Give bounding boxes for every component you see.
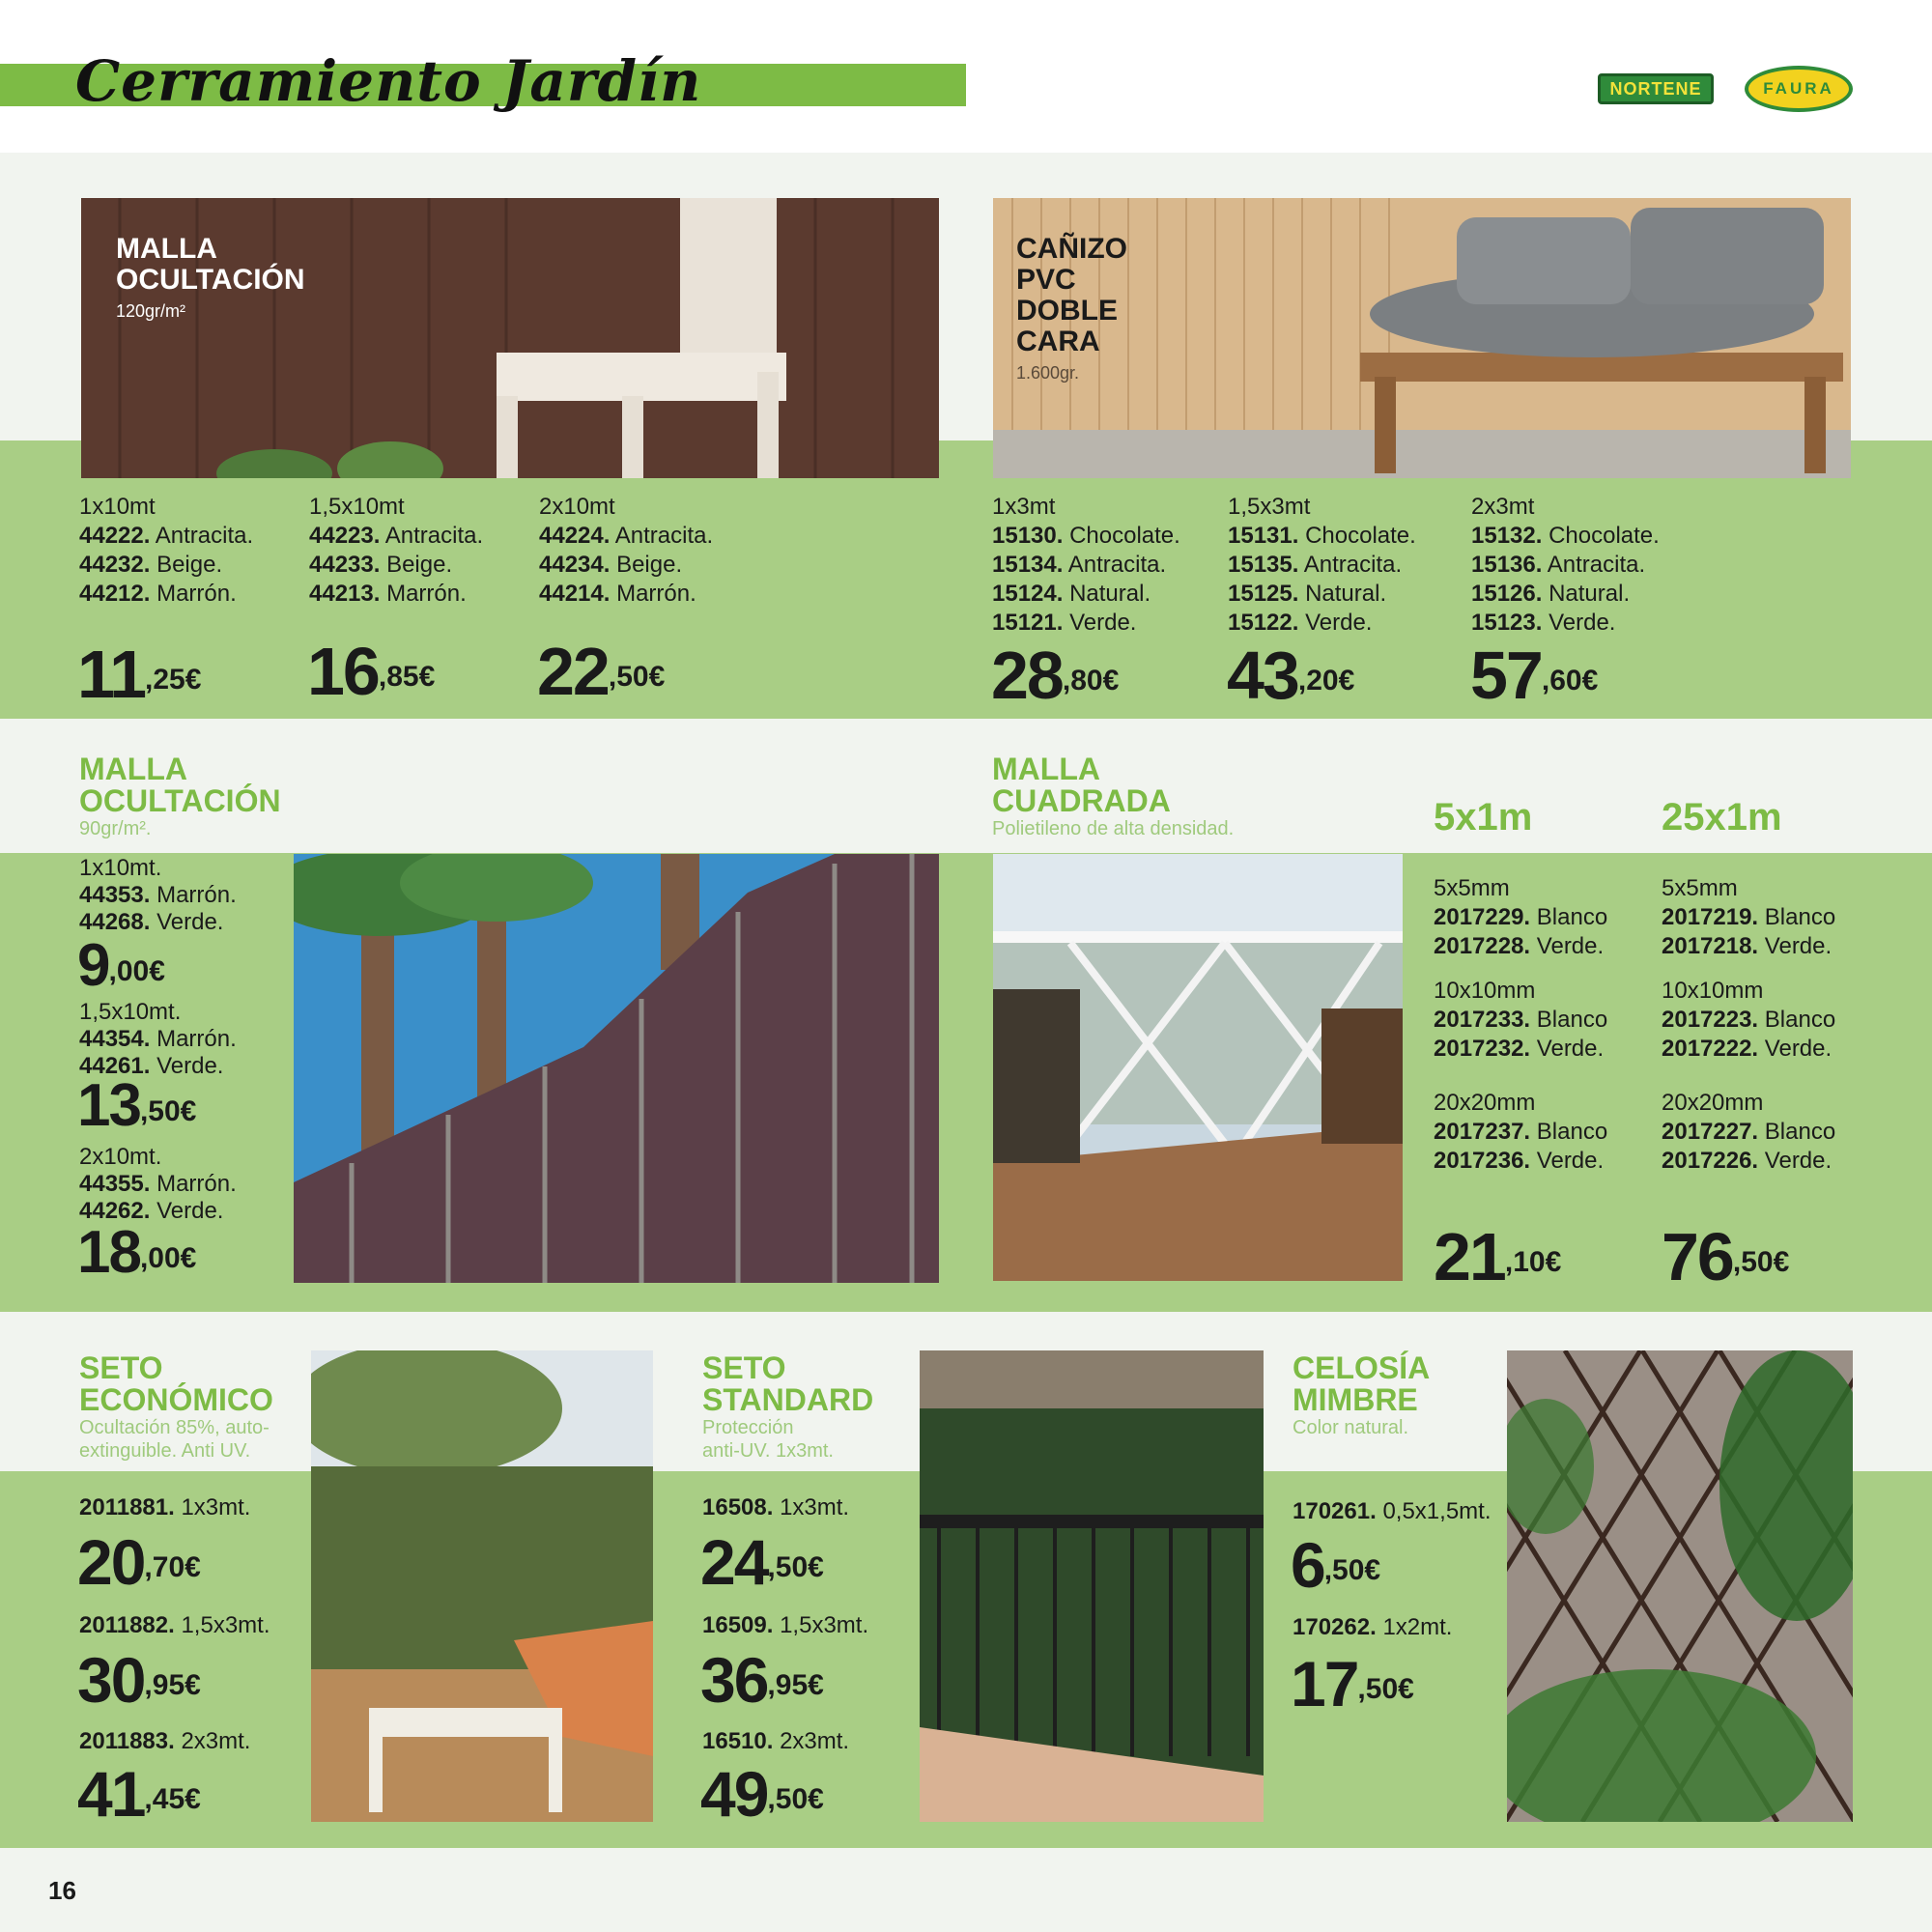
variant-line: 44224. Antracita. xyxy=(539,523,714,549)
variant-line: 44214. Marrón. xyxy=(539,581,696,607)
malla-90-name1: MALLA xyxy=(79,752,187,786)
size-label: 10x10mm xyxy=(1662,978,1764,1004)
canizo-name3: DOBLE xyxy=(1016,295,1118,327)
seto-std-name1: SETO xyxy=(702,1350,786,1385)
variant-line: 15122. Verde. xyxy=(1228,610,1373,636)
malla-90-spec: 90gr/m². xyxy=(79,818,152,839)
variant-line: 44213. Marrón. xyxy=(309,581,467,607)
hedge-photo-icon xyxy=(311,1350,653,1822)
canizo-name2: PVC xyxy=(1016,264,1076,296)
celosia-item: 170261. 0,5x1,5mt. xyxy=(1293,1498,1492,1524)
variant-line: 2017237. Blanco xyxy=(1434,1119,1608,1145)
band-row2 xyxy=(0,853,1932,1312)
price: $49^{,50€}$ xyxy=(700,1758,824,1830)
price: $9^{,00€}$ xyxy=(77,932,165,999)
variant-line: 2017233. Blanco xyxy=(1434,1007,1608,1033)
size-label: 5x5mm xyxy=(1662,875,1738,901)
canizo-col-2 xyxy=(1228,493,1416,638)
variant-line: 44234. Beige. xyxy=(539,552,683,578)
price: $36^{,95€}$ xyxy=(700,1644,824,1716)
malla-120-name2: OCULTACIÓN xyxy=(116,264,305,296)
variant-line: 15136. Antracita. xyxy=(1471,552,1646,578)
malla-90-title xyxy=(79,753,281,840)
seto-eco-item: 2011881. 1x3mt. xyxy=(79,1494,251,1520)
variant-line: 2017223. Blanco xyxy=(1662,1007,1836,1033)
variant-line: 44353. Marrón. xyxy=(79,882,237,908)
variant-line: 15130. Chocolate. xyxy=(992,523,1180,549)
celosia-name2: MIMBRE xyxy=(1293,1382,1418,1417)
variant-line: 15134. Antracita. xyxy=(992,552,1167,578)
variant-line: 44212. Marrón. xyxy=(79,581,237,607)
cuadrada-spec: Polietileno de alta densidad. xyxy=(992,818,1235,839)
variant-line: 44262. Verde. xyxy=(79,1198,224,1224)
fence-photo-icon xyxy=(294,854,939,1283)
seto-eco-item: 2011882. 1,5x3mt. xyxy=(79,1612,270,1638)
faura-logo: FAURA xyxy=(1745,66,1853,112)
price: $16^{,85€}$ xyxy=(307,634,436,709)
size-label: 20x20mm xyxy=(1662,1090,1764,1116)
malla-90-group-2 xyxy=(79,999,237,1080)
variant-line: 44354. Marrón. xyxy=(79,1026,237,1052)
seto-eco-item: 2011883. 2x3mt. xyxy=(79,1728,251,1754)
canizo-col-1 xyxy=(992,493,1180,638)
cuadrada-name2: CUADRADA xyxy=(992,783,1171,818)
variant-line: 44232. Beige. xyxy=(79,552,223,578)
size-label: 1x10mt. xyxy=(79,855,162,881)
canizo-name4: CARA xyxy=(1016,326,1100,357)
malla-120-col-3 xyxy=(539,493,713,609)
seto-eco-name2: ECONÓMICO xyxy=(79,1382,273,1417)
cuadrada-col-1 xyxy=(1434,874,1607,1176)
cuadrada-title xyxy=(992,753,1234,840)
price: $41^{,45€}$ xyxy=(77,1758,201,1830)
size-label: 2x10mt xyxy=(539,494,615,520)
price: $30^{,95€}$ xyxy=(77,1644,201,1716)
seto-std-title xyxy=(702,1352,873,1463)
cuadrada-col-2 xyxy=(1662,874,1835,1176)
price: $28^{,80€}$ xyxy=(991,638,1120,713)
celosia-item: 170262. 1x2mt. xyxy=(1293,1614,1453,1640)
variant-line: 44261. Verde. xyxy=(79,1053,224,1079)
canizo-name1: CAÑIZO xyxy=(1016,233,1127,265)
variant-line: 2017222. Verde. xyxy=(1662,1036,1833,1062)
malla-120-spec: 120gr/m² xyxy=(116,301,186,321)
price: $20^{,70€}$ xyxy=(77,1526,201,1598)
seto-eco-photo xyxy=(311,1350,653,1822)
variant-line: 2017228. Verde. xyxy=(1434,933,1605,959)
size-label: 5x5mm xyxy=(1434,875,1510,901)
size-label: 20x20mm xyxy=(1434,1090,1536,1116)
variant-line: 2017226. Verde. xyxy=(1662,1148,1833,1174)
seto-eco-spec: Ocultación 85%, auto- xyxy=(79,1417,270,1438)
variant-line: 15125. Natural. xyxy=(1228,581,1387,607)
seto-std-spec: Protección xyxy=(702,1417,794,1438)
size-label: 1x10mt xyxy=(79,494,156,520)
price: $57^{,60€}$ xyxy=(1470,638,1599,713)
price: $43^{,20€}$ xyxy=(1227,638,1355,713)
variant-line: 15124. Natural. xyxy=(992,581,1151,607)
seto-eco-name1: SETO xyxy=(79,1350,163,1385)
nortene-logo: NORTENE xyxy=(1598,73,1714,104)
price: $21^{,10€}$ xyxy=(1434,1219,1562,1294)
variant-line: 15121. Verde. xyxy=(992,610,1137,636)
malla-90-group-3 xyxy=(79,1144,237,1225)
malla-90-name2: OCULTACIÓN xyxy=(79,783,281,818)
seto-std-item: 16508. 1x3mt. xyxy=(702,1494,850,1520)
size-label: 2x3mt xyxy=(1471,494,1535,520)
variant-line: 2017236. Verde. xyxy=(1434,1148,1605,1174)
page-number: 16 xyxy=(48,1876,76,1905)
hedge-fence-photo-icon xyxy=(920,1350,1264,1822)
size-label: 2x10mt. xyxy=(79,1144,162,1170)
malla-120-col-1 xyxy=(79,493,253,609)
canizo-col-3 xyxy=(1471,493,1660,638)
variant-line: 2017227. Blanco xyxy=(1662,1119,1836,1145)
size-label: 10x10mm xyxy=(1434,978,1536,1004)
variant-line: 2017219. Blanco xyxy=(1662,904,1836,930)
variant-line: 15135. Antracita. xyxy=(1228,552,1403,578)
price: $11^{,25€}$ xyxy=(77,637,202,712)
price: $76^{,50€}$ xyxy=(1662,1219,1790,1294)
variant-line: 2017229. Blanco xyxy=(1434,904,1608,930)
celosia-name1: CELOSÍA xyxy=(1293,1350,1431,1385)
price: $24^{,50€}$ xyxy=(700,1526,824,1598)
variant-line: 15123. Verde. xyxy=(1471,610,1616,636)
lattice-photo-icon xyxy=(1507,1350,1853,1822)
price: $13^{,50€}$ xyxy=(77,1072,197,1139)
variant-line: 15131. Chocolate. xyxy=(1228,523,1416,549)
seto-std-spec: anti-UV. 1x3mt. xyxy=(702,1440,834,1462)
variant-line: 44268. Verde. xyxy=(79,909,224,935)
celosia-spec: Color natural. xyxy=(1293,1417,1409,1438)
size-label: 1,5x10mt xyxy=(309,494,405,520)
price: $18^{,00€}$ xyxy=(77,1219,197,1286)
dimension-heading: 25x1m xyxy=(1662,796,1782,838)
malla-120-col-2 xyxy=(309,493,483,609)
malla-90-group-1 xyxy=(79,855,237,936)
seto-std-name2: STANDARD xyxy=(702,1382,874,1417)
seto-eco-title xyxy=(79,1352,273,1463)
seto-std-item: 16510. 2x3mt. xyxy=(702,1728,850,1754)
size-label: 1x3mt xyxy=(992,494,1056,520)
seto-std-item: 16509. 1,5x3mt. xyxy=(702,1612,869,1638)
price: $17^{,50€}$ xyxy=(1291,1648,1414,1719)
variant-line: 2017218. Verde. xyxy=(1662,933,1833,959)
seto-std-photo xyxy=(920,1350,1264,1822)
page-title: Cerramiento Jardín xyxy=(75,48,702,114)
canizo-title xyxy=(1016,234,1127,388)
malla-120-title xyxy=(116,234,305,327)
size-label: 1,5x10mt. xyxy=(79,999,182,1025)
malla-120-name1: MALLA xyxy=(116,233,217,265)
variant-line: 44355. Marrón. xyxy=(79,1171,237,1197)
cuadrada-name1: MALLA xyxy=(992,752,1100,786)
dimension-heading: 5x1m xyxy=(1434,796,1533,838)
seto-eco-spec: extinguible. Anti UV. xyxy=(79,1440,251,1462)
cuadrada-photo xyxy=(993,854,1403,1281)
variant-line: 2017232. Verde. xyxy=(1434,1036,1605,1062)
price: $22^{,50€}$ xyxy=(537,634,666,709)
celosia-photo xyxy=(1507,1350,1853,1822)
variant-line: 15132. Chocolate. xyxy=(1471,523,1660,549)
size-label: 1,5x3mt xyxy=(1228,494,1311,520)
variant-line: 44233. Beige. xyxy=(309,552,453,578)
variant-line: 44222. Antracita. xyxy=(79,523,254,549)
canizo-spec: 1.600gr. xyxy=(1016,363,1080,383)
variant-line: 44223. Antracita. xyxy=(309,523,484,549)
balcony-photo-icon xyxy=(993,854,1403,1281)
malla-90-photo xyxy=(294,854,939,1283)
variant-line: 15126. Natural. xyxy=(1471,581,1631,607)
price: $6^{,50€}$ xyxy=(1291,1529,1381,1601)
celosia-title xyxy=(1293,1352,1430,1439)
